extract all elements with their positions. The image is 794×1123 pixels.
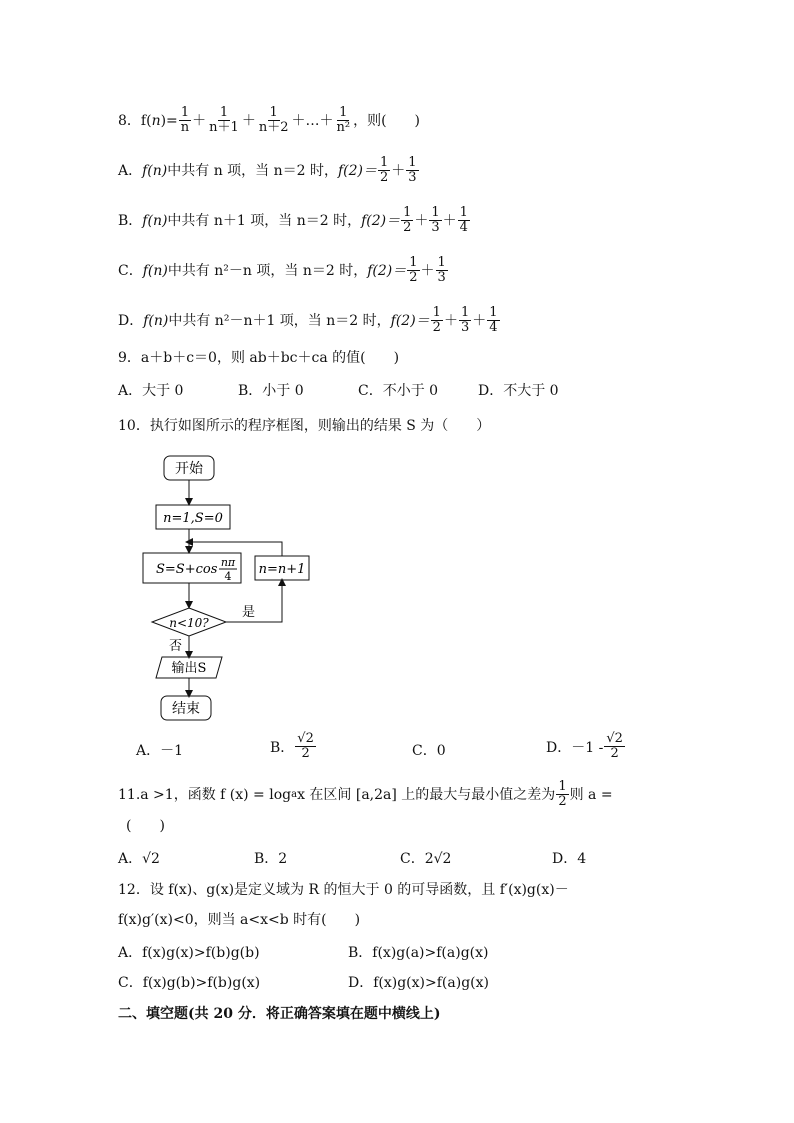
q8-option-c: C． f(n) 中共有 n²－n 项，当 n＝2 时， f(2)＝ $\frac{1}{2}$ ＋ $\frac{1}{3}$ [118, 255, 446, 285]
flow-end-text: 结束 [172, 701, 200, 717]
q8-option-d: D． f(n) 中共有 n²－n＋1 项，当 n＝2 时， f(2)＝ $\frac{1}{2}$ ＋ $\frac{1}{3}$ ＋ $\frac{1}{4}$ [118, 305, 498, 335]
q8-frac-last: $\frac{1}{\text{n²}}$ [336, 105, 351, 135]
q12-option-c: C．f(x)g(b)>f(b)g(x) [118, 975, 261, 991]
q11-paren: ( ) [126, 818, 165, 834]
q8-frac-3: $\frac{1}{n+2}$ [258, 105, 289, 135]
q10-option-a: A．－1 [136, 743, 184, 759]
q11-stem: 11.a >1，函数 f (x) = log a x 在区间 [a,2a] 上的最大与最小值之差为 $\frac{1}{2}$ 则 a = [118, 779, 613, 809]
q12-line-1: 12．设 f(x)、g(x)是定义域为 R 的恒大于 0 的可导函数，且 f′(x)g(x)－ [118, 882, 569, 898]
q8-stem: 8．f( n )= $\frac{1}{n}$ ＋ $\frac{1}{n+1}$ ＋ $\frac{1}{n+2}$ ＋…＋ $\frac{1}{\text{n²}}$ ，则( ) [118, 105, 421, 135]
q8-frac-2: $\frac{1}{n+1}$ [209, 105, 239, 135]
flow-assign-frac-num: nπ [220, 556, 236, 569]
flow-start-text: 开始 [175, 461, 203, 477]
q10-option-b: B． $\frac{√2}{2}$ [270, 731, 314, 761]
q8-frac-1: $\frac{1}{n}$ [180, 105, 190, 135]
q12-option-d: D．f(x)g(x)>f(a)g(x) [348, 975, 489, 991]
q8-option-b: B． f(n) 中共有 n＋1 项，当 n＝2 时， f(2)＝ $\frac{1}{2}$ ＋ $\frac{1}{3}$ ＋ $\frac{1}{4}$ [118, 205, 468, 235]
flow-assign-frac-den: 4 [224, 570, 232, 583]
flow-init-text: n=1,S=0 [163, 511, 223, 526]
flow-assign-text: S=S+cos [156, 562, 218, 577]
flow-incr-text: n=n+1 [258, 562, 306, 577]
q11-option-d: D．4 [552, 851, 587, 867]
q10-stem: 10．执行如图所示的程序框图，则输出的结果 S 为（ ） [118, 418, 491, 434]
q10-option-c: C．0 [412, 743, 446, 759]
q9-option-a: A．大于 0 [118, 383, 184, 399]
q11-option-c: C．2√2 [400, 851, 452, 867]
q8-option-a: A． f(n) 中共有 n 项，当 n＝2 时， f(2)＝ $\frac{1}{2}$ ＋ $\frac{1}{3}$ [118, 155, 417, 185]
section-2-title: 二、填空题(共 20 分．将正确答案填在题中横线上) [118, 1006, 441, 1022]
flow-no-label: 否 [169, 639, 183, 654]
flow-yes-label: 是 [242, 605, 256, 620]
q12-option-b: B．f(x)g(a)>f(a)g(x) [348, 945, 489, 961]
flow-output-text: 输出S [171, 661, 207, 676]
q9-option-d: D．不大于 0 [478, 383, 559, 399]
q9-option-c: C．不小于 0 [358, 383, 439, 399]
q9-option-b: B．小于 0 [238, 383, 304, 399]
q9-stem: 9．a＋b＋c＝0，则 ab＋bc＋ca 的值( ) [118, 350, 400, 366]
q12-option-a: A．f(x)g(x)>f(b)g(b) [118, 945, 260, 961]
flowchart [140, 450, 320, 725]
q11-option-a: A．√2 [118, 851, 160, 867]
q11-option-b: B．2 [254, 851, 288, 867]
q10-option-d: D．－1 - $\frac{√2}{2}$ [546, 731, 623, 761]
flow-cond-text: n<10? [169, 616, 209, 630]
q12-line-2: f(x)g′(x)<0，则当 a<x<b 时有( ) [118, 912, 361, 928]
